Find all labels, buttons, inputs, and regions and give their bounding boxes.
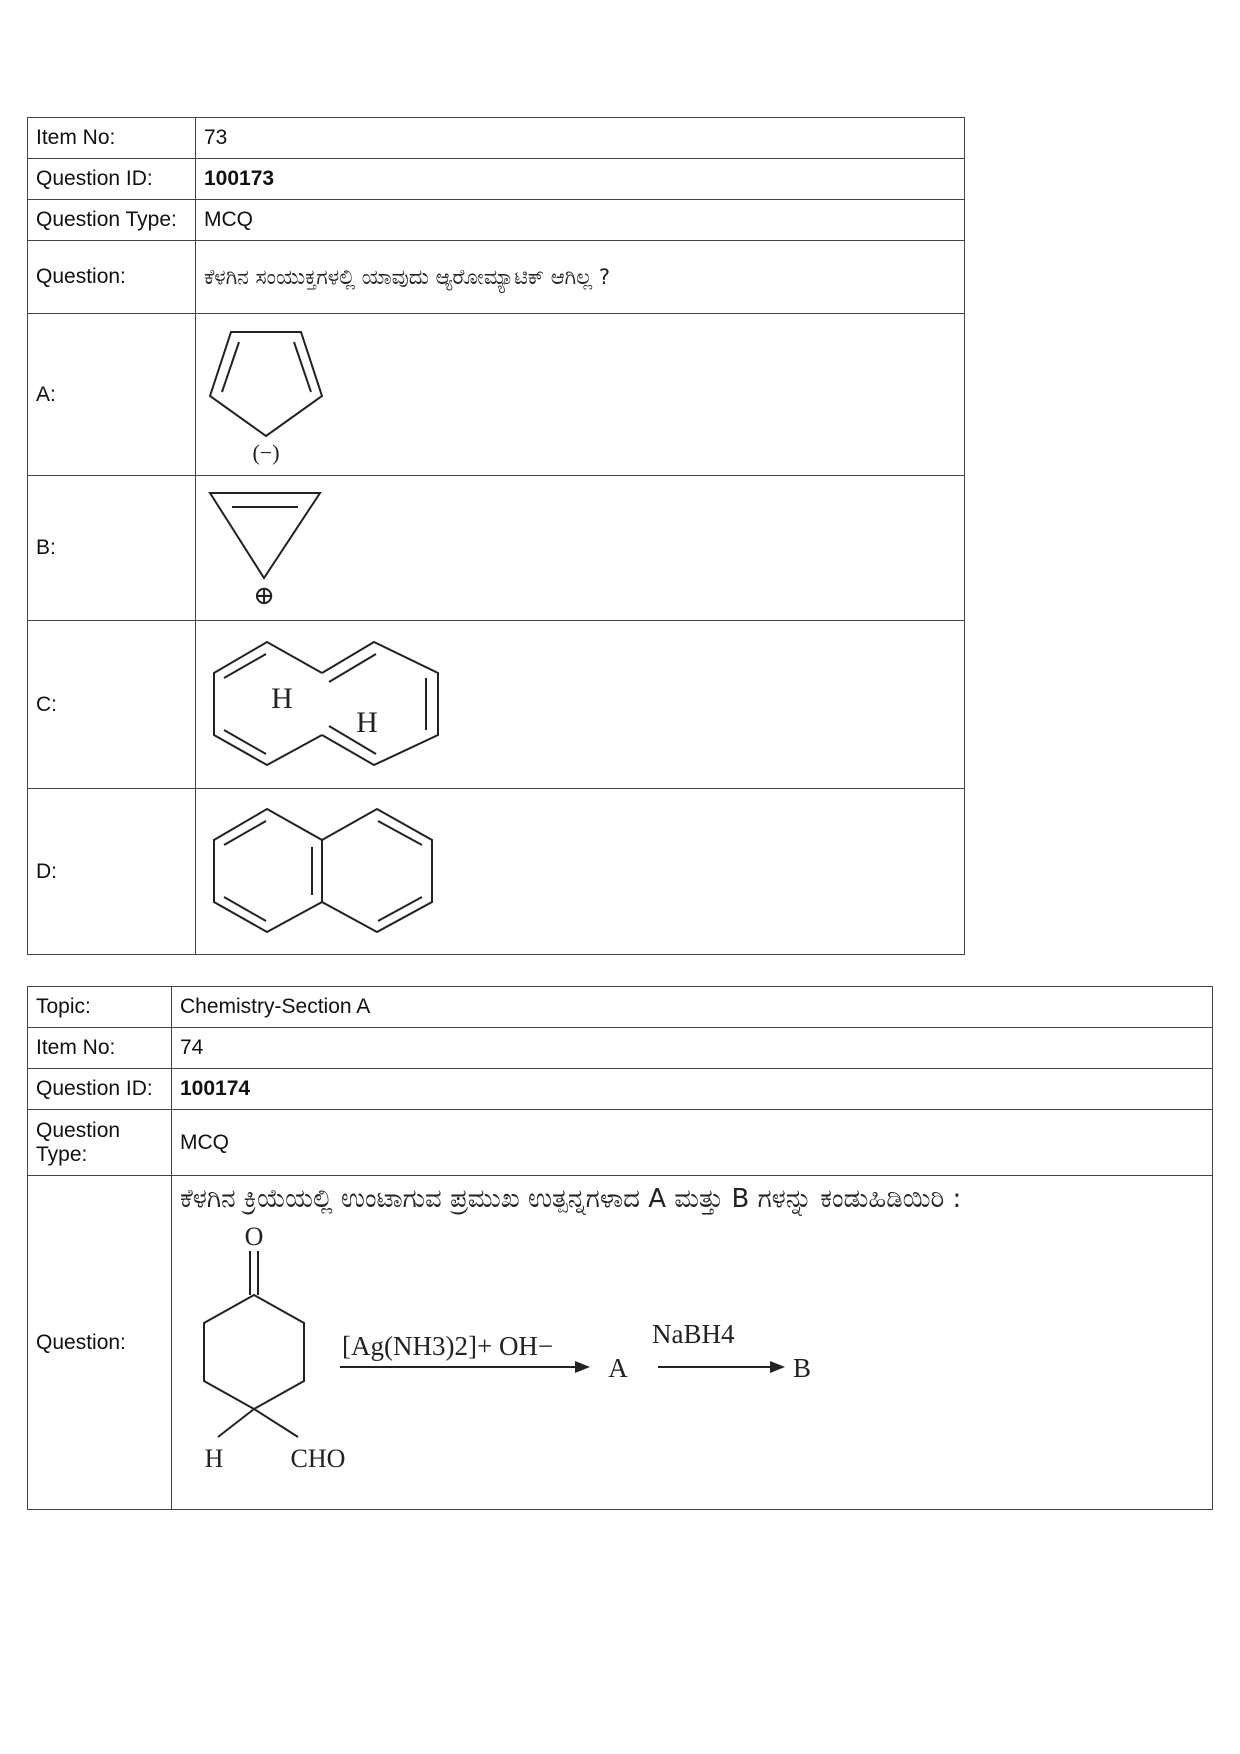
option-a-row [28, 314, 965, 476]
topic-row [28, 987, 1213, 1028]
option-b-structure [196, 476, 965, 621]
option-b-label: B: [28, 476, 196, 621]
option-d-label: D: [28, 789, 196, 955]
option-d-structure [196, 789, 965, 955]
question-id-value: 100173 [196, 159, 965, 200]
question-id-row [28, 1069, 1213, 1110]
question-type-value: MCQ [172, 1110, 1213, 1176]
question-content [172, 1176, 1213, 1510]
naphthalene-structure [204, 797, 464, 947]
question-type-value: MCQ [196, 200, 965, 241]
option-d-row [28, 789, 965, 955]
oxygen-atom: O [244, 1222, 264, 1251]
question-id-label: Question ID: [28, 159, 196, 200]
question-id-row [28, 159, 965, 200]
item-no-label: Item No: [28, 1028, 172, 1069]
item-no-label: Item No: [28, 118, 196, 159]
option-c-label: C: [28, 621, 196, 789]
question-id-value: 100174 [172, 1069, 1213, 1110]
option-a-charge: (−) [252, 439, 280, 465]
question-row [28, 241, 965, 314]
option-c-row [28, 621, 965, 789]
cyclopropenyl-cation-structure [204, 483, 344, 613]
option-c-atom-1: H [271, 681, 293, 715]
reagent-1: [Ag(NH3)2]+ OH− [342, 1331, 554, 1361]
item-no-value: 74 [172, 1028, 1213, 1069]
question-text: ಕೆಳಗಿನ ಕ್ರಿಯೆಯಲ್ಲಿ ಉಂಟಾಗುವ ಪ್ರಮುಖ ಉತ್ಪನ್ನಗಳಾದ A ಮತ್ತು B ಗಳನ್ನು ಕಂಡುಹಿಡಿಯಿರಿ : [180, 1184, 962, 1214]
question-id-label: Question ID: [28, 1069, 172, 1110]
item-no-row [28, 1028, 1213, 1069]
topic-value: Chemistry-Section A [172, 987, 1213, 1028]
option-c-structure [196, 621, 965, 789]
reaction-scheme [180, 1215, 880, 1490]
question-type-label: Question Type: [28, 1110, 172, 1176]
option-b-charge: ⊕ [253, 581, 275, 610]
item-no-value: 73 [196, 118, 965, 159]
question-type-row [28, 1110, 1213, 1176]
question-text: ಕೆಳಗಿನ ಸಂಯುಕ್ತಗಳಲ್ಲಿ ಯಾವುದು ಆ್ಯರೋಮ್ಯಾಟಿಕ್ ಆಗಿಲ್ಲ ? [196, 241, 965, 314]
cyclopentadienyl-anion-structure [204, 320, 344, 470]
question-label: Question: [28, 1176, 172, 1510]
question-label: Question: [28, 241, 196, 314]
product-a: A [608, 1353, 628, 1383]
option-a-structure [196, 314, 965, 476]
product-b: B [792, 1353, 812, 1383]
question-row [28, 1176, 1213, 1510]
option-a-label: A: [28, 314, 196, 476]
question-table-74 [27, 986, 1213, 1510]
question-type-label: Question Type: [28, 200, 196, 241]
reagent-2: NaBH4 [652, 1319, 735, 1349]
topic-label: Topic: [28, 987, 172, 1028]
aldehyde-group: CHO [290, 1444, 346, 1473]
question-table-73 [27, 117, 965, 955]
question-type-row [28, 200, 965, 241]
bridged-annulene-structure [204, 630, 464, 780]
item-no-row [28, 118, 965, 159]
hydrogen-atom: H [204, 1444, 224, 1473]
option-b-row [28, 476, 965, 621]
option-c-atom-2: H [356, 705, 378, 739]
